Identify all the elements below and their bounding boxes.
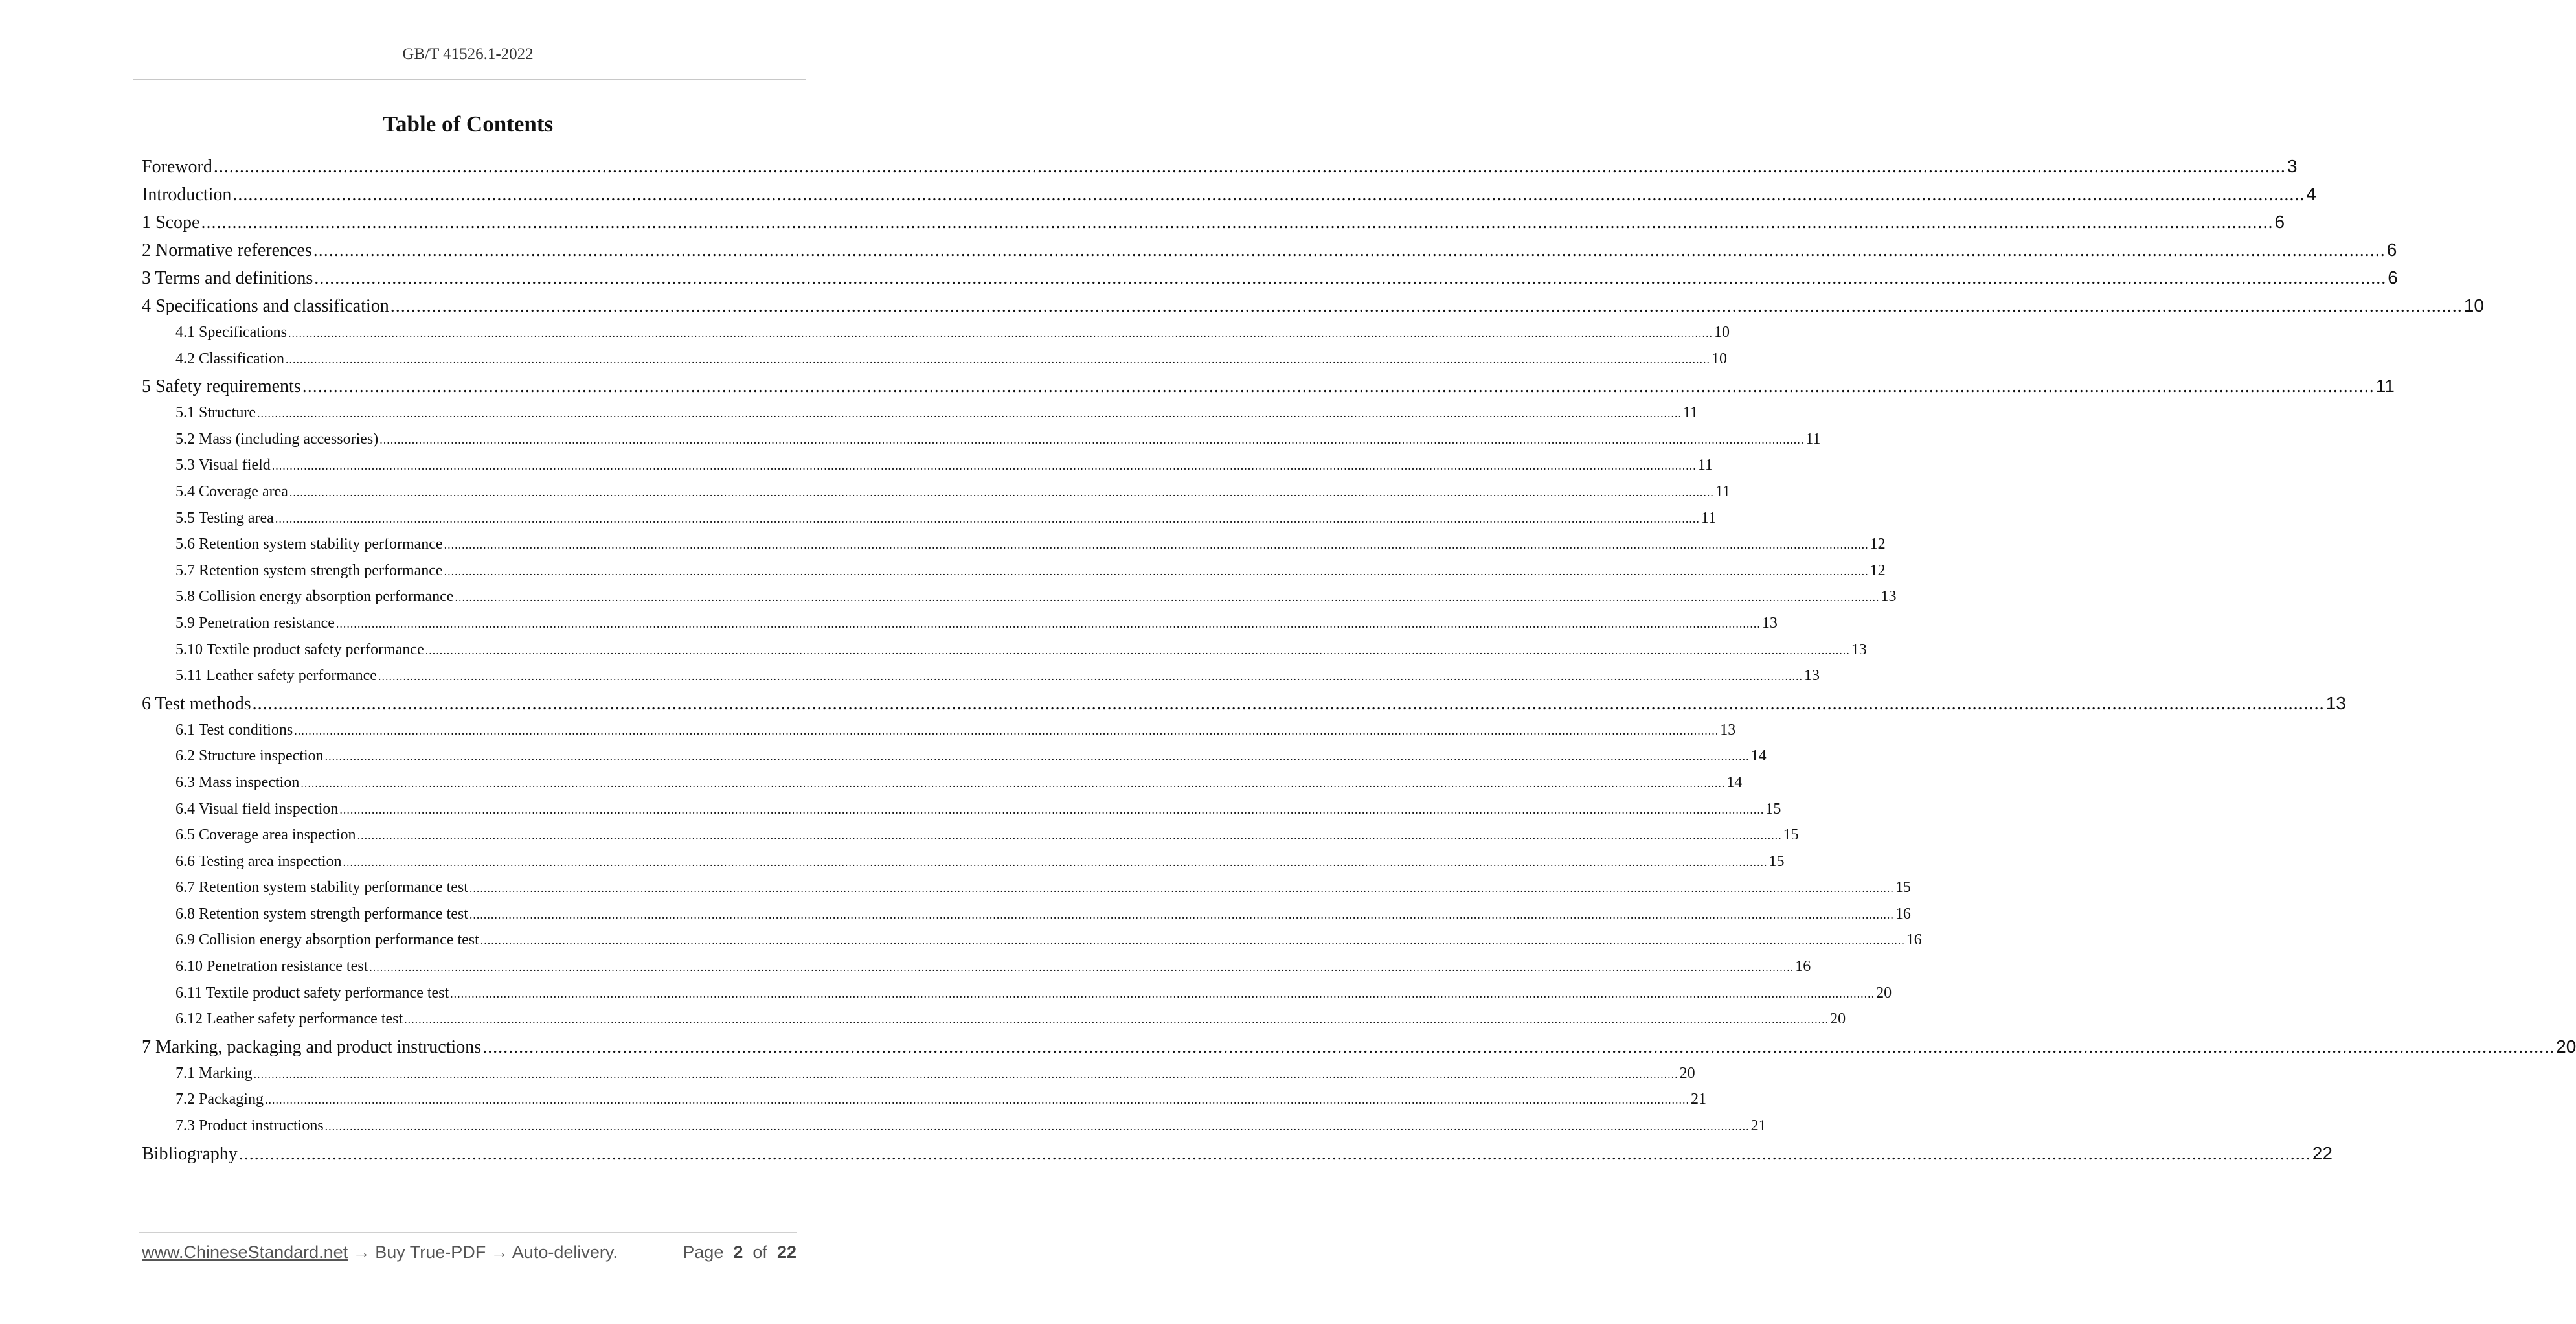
toc-entry-page: 21: [1690, 1091, 1706, 1108]
dot-leader: ................................................................................................................................................................................................................................................................................................................................................................................................................: [390, 296, 2463, 316]
toc-entry[interactable]: [142, 584, 1897, 610]
toc-entry[interactable]: [142, 531, 1886, 558]
toc-entry-label: 7.2 Packaging: [175, 1091, 264, 1108]
dot-leader: ................................................................................................................................................................................................................................................................................................................................................................................................................: [404, 1013, 1829, 1027]
toc-entry-page: 13: [1720, 721, 1736, 738]
toc-entry-page: 11: [1682, 404, 1699, 422]
dot-leader: ................................................................................................................................................................................................................................................................................................................................................................................................................: [285, 352, 1710, 366]
toc-entry-label: 5.6 Retention system stability performance: [175, 536, 443, 553]
toc-entry-page: 13: [1803, 667, 1820, 685]
header-divider: [133, 79, 806, 80]
dot-leader: ................................................................................................................................................................................................................................................................................................................................................................................................................: [314, 268, 2387, 288]
toc-entry-label: 5.11 Leather safety performance: [175, 667, 377, 685]
toc-entry-page: 15: [1895, 879, 1911, 896]
footer: [142, 1242, 797, 1262]
page-label: Page: [683, 1242, 724, 1262]
toc-entry-label: 6 Test methods: [142, 693, 251, 714]
dot-leader: ................................................................................................................................................................................................................................................................................................................................................................................................................: [252, 693, 2325, 714]
dot-leader: ................................................................................................................................................................................................................................................................................................................................................................................................................: [294, 724, 1719, 737]
toc-entry-page: 14: [1750, 748, 1767, 765]
toc-entry-label: Bibliography: [142, 1143, 238, 1164]
toc-entry[interactable]: [142, 1006, 1846, 1033]
toc-entry[interactable]: [142, 1033, 2576, 1060]
dot-leader: ................................................................................................................................................................................................................................................................................................................................................................................................................: [271, 459, 1697, 473]
dot-leader: ................................................................................................................................................................................................................................................................................................................................................................................................................: [343, 855, 1768, 869]
dot-leader: ................................................................................................................................................................................................................................................................................................................................................................................................................: [335, 617, 1761, 630]
toc-entry-label: 3 Terms and definitions: [142, 268, 313, 288]
toc-entry[interactable]: [142, 236, 2397, 264]
toc-entry-page: 6: [2388, 268, 2398, 288]
dot-leader: ................................................................................................................................................................................................................................................................................................................................................................................................................: [288, 326, 1713, 339]
toc-entry[interactable]: [142, 479, 1731, 505]
toc-entry-page: 16: [1895, 905, 1911, 922]
toc-entry-label: 6.4 Visual field inspection: [175, 800, 339, 817]
toc-entry-label: 5.4 Coverage area: [175, 483, 288, 500]
dot-leader: ................................................................................................................................................................................................................................................................................................................................................................................................................: [324, 750, 1750, 764]
page-current: 2: [733, 1242, 743, 1262]
toc-entry-label: 4 Specifications and classification: [142, 296, 389, 316]
dot-leader: ................................................................................................................................................................................................................................................................................................................................................................................................................: [238, 1143, 2311, 1164]
toc-entry-label: 5 Safety requirements: [142, 376, 301, 397]
toc-entry[interactable]: [142, 291, 2484, 319]
dot-leader: ................................................................................................................................................................................................................................................................................................................................................................................................................: [339, 803, 1765, 816]
toc-entry[interactable]: [142, 637, 1867, 663]
toc-entry-page: 13: [1851, 641, 1867, 658]
toc-entry-page: 20: [1876, 984, 1892, 1001]
toc-entry[interactable]: [142, 610, 1778, 637]
toc-entry-label: Introduction: [142, 185, 232, 205]
dot-leader: ................................................................................................................................................................................................................................................................................................................................................................................................................: [232, 185, 2305, 205]
toc-entry[interactable]: [142, 796, 1781, 823]
toc-entry[interactable]: [142, 849, 1785, 875]
toc-entry-page: 10: [1711, 350, 1727, 367]
dot-leader: ................................................................................................................................................................................................................................................................................................................................................................................................................: [369, 961, 1794, 974]
toc-entry[interactable]: [142, 822, 1799, 849]
toc-entry-page: 6: [2274, 212, 2285, 232]
toc-entry[interactable]: [142, 1060, 1695, 1087]
toc-entry-page: 21: [1750, 1117, 1767, 1135]
page-of: of: [752, 1242, 767, 1262]
buy-text: Buy True-PDF: [375, 1242, 486, 1262]
document-id-header: GB/T 41526.1-2022: [402, 45, 534, 63]
toc-entry[interactable]: [142, 400, 1699, 426]
delivery-text: Auto-delivery.: [512, 1242, 618, 1262]
toc-entry-label: 6.5 Coverage area inspection: [175, 827, 356, 844]
toc-entry[interactable]: [142, 180, 2316, 208]
toc-entry-label: 5.3 Visual field: [175, 457, 271, 474]
dot-leader: ................................................................................................................................................................................................................................................................................................................................................................................................................: [253, 1067, 1678, 1080]
toc-entry-label: 6.12 Leather safety performance test: [175, 1010, 403, 1028]
toc-entry[interactable]: [142, 346, 1727, 372]
toc-entry-page: 14: [1726, 773, 1743, 791]
toc-entry-page: 10: [1713, 324, 1730, 341]
dot-leader: ................................................................................................................................................................................................................................................................................................................................................................................................................: [482, 1036, 2555, 1057]
page-total: 22: [776, 1242, 797, 1262]
toc-entry-label: 5.7 Retention system strength performance: [175, 562, 443, 579]
toc-entry[interactable]: [142, 558, 1886, 584]
toc-entry[interactable]: [142, 1139, 2333, 1167]
footer-divider: [139, 1232, 797, 1233]
toc-entry-label: 4.1 Specifications: [175, 324, 287, 341]
dot-leader: ................................................................................................................................................................................................................................................................................................................................................................................................................: [313, 240, 2386, 260]
dot-leader: ................................................................................................................................................................................................................................................................................................................................................................................................................: [378, 670, 1803, 683]
toc-entry-page: 6: [2386, 240, 2397, 260]
toc-entry-page: 13: [1761, 614, 1778, 632]
toc-entry-page: 15: [1765, 800, 1781, 817]
dot-leader: ................................................................................................................................................................................................................................................................................................................................................................................................................: [324, 1120, 1750, 1134]
toc-entry-page: 11: [1700, 509, 1716, 527]
arrow-icon: →: [490, 1242, 508, 1262]
toc-entry[interactable]: [142, 1086, 1706, 1113]
toc-entry-page: 12: [1870, 536, 1886, 553]
toc-entry-page: 20: [2556, 1036, 2576, 1056]
dot-leader: ................................................................................................................................................................................................................................................................................................................................................................................................................: [444, 564, 1869, 578]
dot-leader: ................................................................................................................................................................................................................................................................................................................................................................................................................: [357, 829, 1782, 843]
toc-entry-label: 6.10 Penetration resistance test: [175, 958, 368, 976]
dot-leader: ................................................................................................................................................................................................................................................................................................................................................................................................................: [379, 433, 1805, 446]
dot-leader: ................................................................................................................................................................................................................................................................................................................................................................................................................: [455, 591, 1880, 604]
toc-entry-page: 12: [1870, 562, 1886, 579]
dot-leader: ................................................................................................................................................................................................................................................................................................................................................................................................................: [302, 376, 2375, 397]
toc-entry-page: 13: [1881, 588, 1897, 606]
toc-entry-label: 7 Marking, packaging and product instructions: [142, 1036, 482, 1057]
toc-entry-label: 5.9 Penetration resistance: [175, 614, 335, 632]
toc-entry-page: 13: [2325, 692, 2346, 713]
toc-entry-page: 11: [1715, 483, 1731, 500]
toc-entry-page: 4: [2306, 184, 2316, 204]
toc-entry-label: 5.10 Textile product safety performance: [175, 641, 424, 658]
toc-entry-label: 6.11 Textile product safety performance test: [175, 984, 449, 1001]
toc-entry[interactable]: [142, 372, 2395, 400]
dot-leader: ................................................................................................................................................................................................................................................................................................................................................................................................................: [469, 907, 1894, 921]
toc-entry[interactable]: [142, 426, 1821, 453]
toc-title: Table of Contents: [382, 111, 554, 137]
toc-entry[interactable]: [142, 743, 1767, 770]
toc-entry-page: 22: [2312, 1143, 2333, 1163]
toc-entry-page: 16: [1795, 958, 1811, 976]
toc-entry-label: 5.8 Collision energy absorption performance: [175, 588, 454, 606]
toc-entry-label: 5.5 Testing area: [175, 509, 274, 527]
dot-leader: ................................................................................................................................................................................................................................................................................................................................................................................................................: [201, 212, 2274, 233]
toc-entry-label: 5.1 Structure: [175, 404, 256, 422]
toc-entry-label: 6.6 Testing area inspection: [175, 852, 342, 870]
toc-entry-label: 6.2 Structure inspection: [175, 748, 324, 765]
toc-entry-label: 6.8 Retention system strength performance test: [175, 905, 468, 922]
toc-entry[interactable]: [142, 953, 1811, 980]
toc-entry-label: 7.1 Marking: [175, 1064, 253, 1082]
dot-leader: ................................................................................................................................................................................................................................................................................................................................................................................................................: [289, 485, 1714, 499]
toc-entry[interactable]: [142, 208, 2285, 236]
dot-leader: ................................................................................................................................................................................................................................................................................................................................................................................................................: [256, 407, 1682, 420]
toc-entry[interactable]: [142, 980, 1892, 1007]
toc-entry-page: 20: [1830, 1010, 1846, 1028]
toc-entry-page: 11: [1697, 457, 1713, 474]
toc-entry-label: 1 Scope: [142, 212, 200, 233]
toc-entry-label: 5.2 Mass (including accessories): [175, 430, 379, 448]
arrow-icon: →: [352, 1242, 370, 1262]
table-of-contents: [142, 152, 2576, 1167]
toc-entry[interactable]: [142, 152, 2298, 180]
toc-entry-page: 20: [1679, 1064, 1695, 1082]
toc-entry-label: 2 Normative references: [142, 240, 312, 260]
toc-entry-label: 4.2 Classification: [175, 350, 284, 367]
dot-leader: ................................................................................................................................................................................................................................................................................................................................................................................................................: [264, 1093, 1689, 1107]
toc-entry[interactable]: [142, 770, 1743, 796]
toc-entry[interactable]: [142, 689, 2346, 717]
toc-entry[interactable]: [142, 663, 1820, 689]
toc-entry[interactable]: [142, 505, 1716, 532]
toc-entry-label: 6.7 Retention system stability performance test: [175, 879, 468, 896]
footer-promo: [142, 1242, 618, 1262]
toc-entry[interactable]: [142, 927, 1922, 953]
toc-entry[interactable]: [142, 874, 1911, 901]
toc-entry-page: 15: [1783, 827, 1799, 844]
toc-entry[interactable]: [142, 319, 1730, 346]
toc-entry-label: 6.9 Collision energy absorption performance test: [175, 931, 479, 949]
toc-entry-label: 6.1 Test conditions: [175, 721, 293, 738]
dot-leader: ................................................................................................................................................................................................................................................................................................................................................................................................................: [444, 538, 1869, 552]
toc-entry[interactable]: [142, 901, 1911, 928]
toc-entry[interactable]: [142, 1113, 1767, 1139]
toc-entry-label: 7.3 Product instructions: [175, 1117, 324, 1135]
toc-entry-page: 11: [2375, 376, 2395, 396]
dot-leader: ................................................................................................................................................................................................................................................................................................................................................................................................................: [469, 882, 1894, 895]
dot-leader: ................................................................................................................................................................................................................................................................................................................................................................................................................: [300, 776, 1726, 790]
toc-entry-label: 6.3 Mass inspection: [175, 773, 300, 791]
toc-entry-page: 15: [1768, 852, 1785, 870]
dot-leader: ................................................................................................................................................................................................................................................................................................................................................................................................................: [450, 987, 1875, 1000]
dot-leader: ................................................................................................................................................................................................................................................................................................................................................................................................................: [213, 157, 2286, 177]
website-link[interactable]: www.ChineseStandard.net: [142, 1242, 348, 1262]
page-indicator: [683, 1242, 797, 1262]
dot-leader: ................................................................................................................................................................................................................................................................................................................................................................................................................: [425, 643, 1850, 657]
toc-entry[interactable]: [142, 717, 1736, 744]
toc-entry-label: Foreword: [142, 157, 212, 177]
dot-leader: ................................................................................................................................................................................................................................................................................................................................................................................................................: [275, 512, 1700, 525]
toc-entry-page: 11: [1805, 430, 1821, 448]
toc-entry-page: 16: [1906, 931, 1922, 949]
toc-entry[interactable]: [142, 264, 2398, 291]
dot-leader: ................................................................................................................................................................................................................................................................................................................................................................................................................: [480, 934, 1905, 948]
toc-entry-page: 10: [2463, 295, 2484, 315]
toc-entry-page: 3: [2287, 156, 2298, 176]
toc-entry[interactable]: [142, 452, 1713, 479]
